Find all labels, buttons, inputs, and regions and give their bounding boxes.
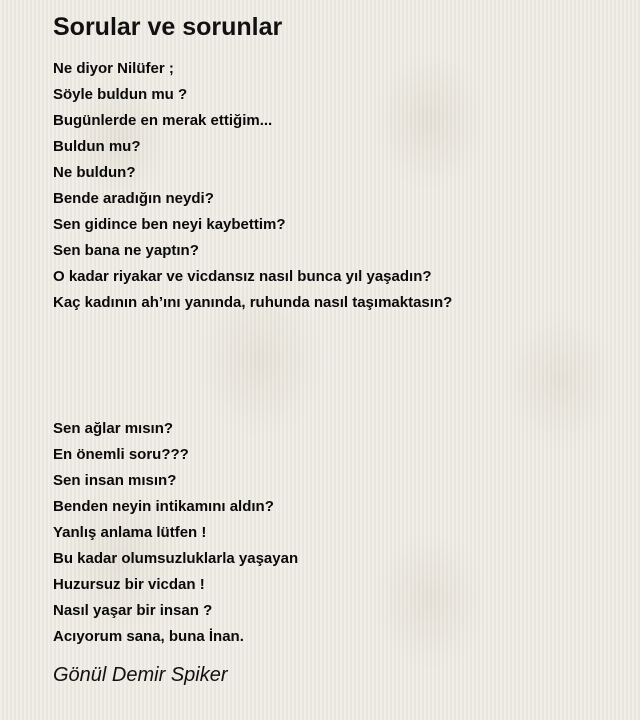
stanza-1 [53,56,623,316]
poem-line: Bugünlerde en merak ettiğim... [53,112,273,129]
poem-title: Sorular ve sorunlar [53,13,283,41]
poem-line: Sen ağlar mısın? [53,420,174,437]
poem-line: Yanlış anlama lütfen ! [53,524,207,541]
poem-line: Bu kadar olumsuzluklarla yaşayan [53,550,299,567]
poem-line: Sen bana ne yaptın? [53,242,199,259]
poem-line: Sen gidince ben neyi kaybettim? [53,216,286,233]
poem-line: Ne buldun? [53,164,136,181]
poem-line: Sen insan mısın? [53,472,177,489]
poem-line: Benden neyin intikamını aldın? [53,498,274,515]
poem-line: Nasıl yaşar bir insan ? [53,602,213,619]
poem-line: Acıyorum sana, buna İnan. [53,628,244,645]
poem-line: Kaç kadının ah’ını yanında, ruhunda nasıl taşımaktasın? [53,294,453,311]
poem-line: Buldun mu? [53,138,141,155]
stanza-2 [53,416,623,650]
poem-line: Huzursuz bir vicdan ! [53,576,205,593]
poem-container [53,12,623,688]
stanza-gap [53,316,623,416]
poem-line: En önemli soru??? [53,446,189,463]
poem-line: Ne diyor Nilüfer ; [53,60,174,77]
poem-author: Gönül Demir Spiker [53,664,228,686]
poem-line: Söyle buldun mu ? [53,86,188,103]
poem-line: O kadar riyakar ve vicdansız nasıl bunca yıl yaşadın? [53,268,432,285]
poem-line: Bende aradığın neydi? [53,190,214,207]
